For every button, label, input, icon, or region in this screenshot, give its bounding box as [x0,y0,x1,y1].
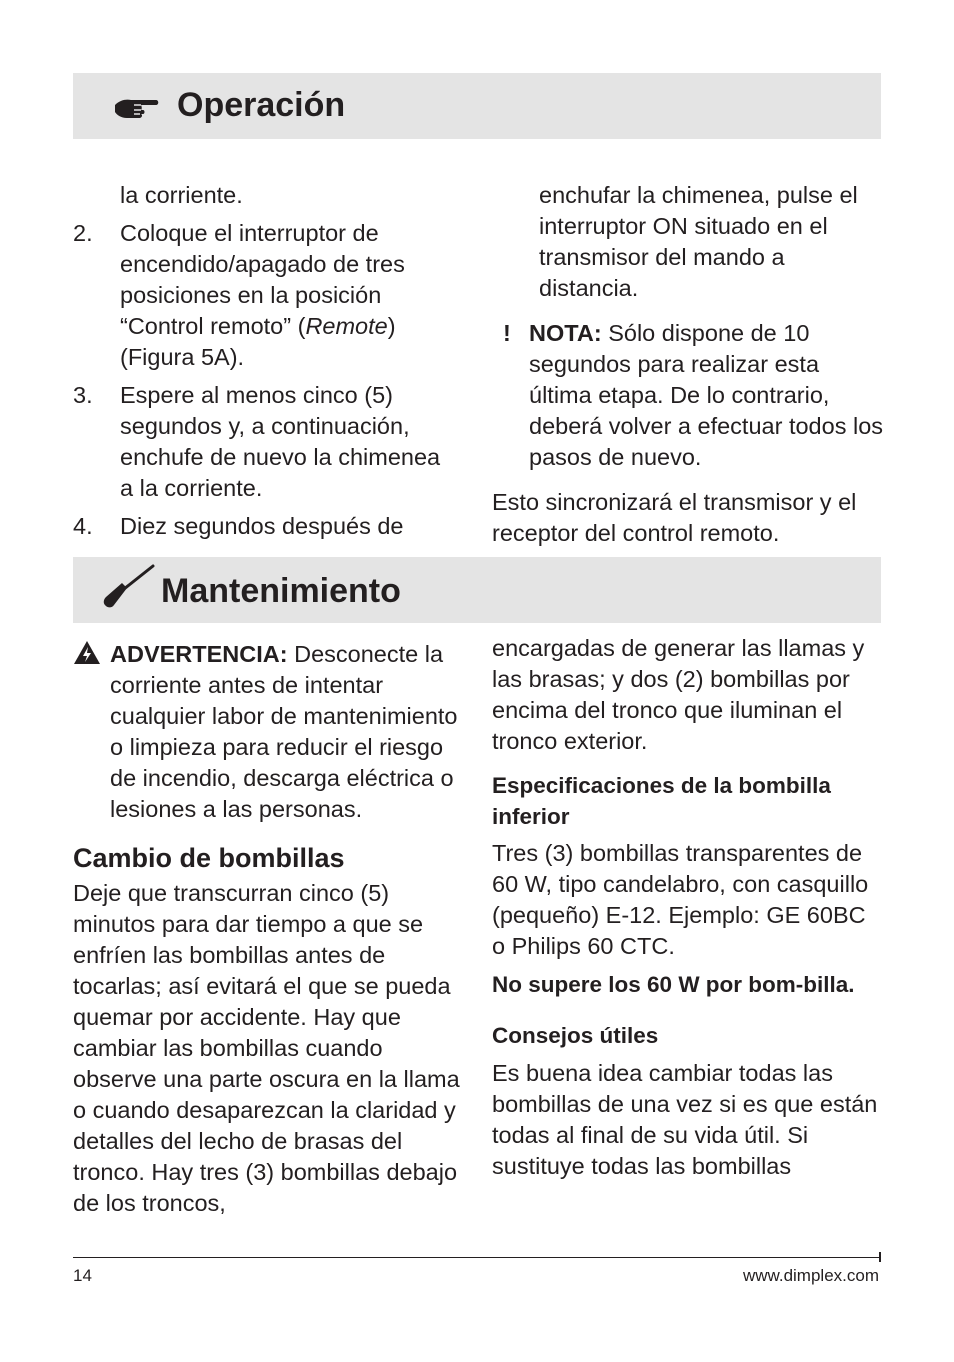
exclamation-icon: ! [503,320,511,346]
bulbs-paragraph: Deje que transcurran cinco (5) minutos para dar tiempo a que se enfríen las bombillas antes de tocarlas; así evitará el que se pueda quemar por accidente. Hay que cambiar las bombillas cuando observe una parte oscura en la llama o cuando desaparezcan la claridad y detalles del lecho de brasas del tronco. Hay tres (3) bombillas debajo de los troncos, [73,880,460,1216]
step-1-continuation: la corriente. [120,182,243,208]
warning-block [73,639,465,825]
step-number: 3. [73,382,93,408]
warning-triangle-icon [73,640,101,665]
step-number: 2. [73,220,93,246]
note-text: Sólo dispone de 10 segundos para realizar esta última etapa. De lo contrario, deberá volver a efectuar todos los pasos de nuevo. [529,320,884,470]
spec-heading: Especificaciones de la bombilla inferior [492,773,831,829]
maintenance-left-column [73,639,465,1219]
website-url: www.dimplex.com [742,1266,879,1285]
list-item-step-3 [73,380,453,504]
screwdriver-icon [100,563,156,611]
warning-text: Desconecte la corriente antes de intentar cualquier labor de mantenimiento o limpieza para reducir el riesgo de incendio, descarga eléctrica o lesiones a las personas. [110,641,458,822]
pointing-hand-icon [114,96,160,120]
page-number: 14 [73,1266,92,1285]
step-italic-term: Remote [305,313,388,339]
spec-paragraph: Tres (3) bombillas transparentes de 60 W, tipo candelabro, con casquillo (pequeño) E-12. Ejemplo: GE 60BC o Philips 60 CTC. [492,840,869,959]
sync-paragraph: Esto sincronizará el transmisor y el receptor del control remoto. [492,489,857,546]
footer-rule [73,1257,881,1258]
bulbs-heading: Cambio de bombillas [73,843,345,873]
tips-paragraph: Es buena idea cambiar todas las bombillas de una vez si es que están todas al final de su vida útil. Si sustituye todas las bombillas [492,1060,878,1179]
step-text: Diez segundos después de [120,513,404,539]
list-item-step-4 [73,511,453,542]
wattage-limit-note: No supere los 60 W por bom-billa. [492,972,855,997]
operation-right-column [492,180,884,549]
note-label: NOTA: [529,320,602,346]
operation-left-column [73,180,453,542]
step-text: Espere al menos cinco (5) segundos y, a continuación, enchufe de nuevo la chimenea a la corriente. [120,382,441,501]
warning-label: ADVERTENCIA: [110,641,288,667]
step-4-continuation: enchufar la chimenea, pulse el interruptor ON situado en el transmisor del mando a distancia. [539,182,858,301]
step-text: Coloque el interruptor de encendido/apagado de tres posiciones en la posición “Control remoto” ( [120,220,405,339]
tips-heading: Consejos útiles [492,1023,659,1048]
operation-header [73,73,881,139]
note-block [492,318,884,473]
footer-rule-end-mark [879,1252,881,1262]
step-text: ) (Figura 5A). [120,313,396,370]
operation-title: Operación [177,86,346,124]
step-number: 4. [73,513,93,539]
maintenance-header [73,557,881,623]
maintenance-right-column [492,633,884,1182]
maintenance-title: Mantenimiento [161,572,401,610]
list-item-step-2 [73,218,453,373]
bulbs-continuation: encargadas de generar las llamas y las brasas; y dos (2) bombillas por encima del tronco que iluminan el tronco exterior. [492,635,865,754]
